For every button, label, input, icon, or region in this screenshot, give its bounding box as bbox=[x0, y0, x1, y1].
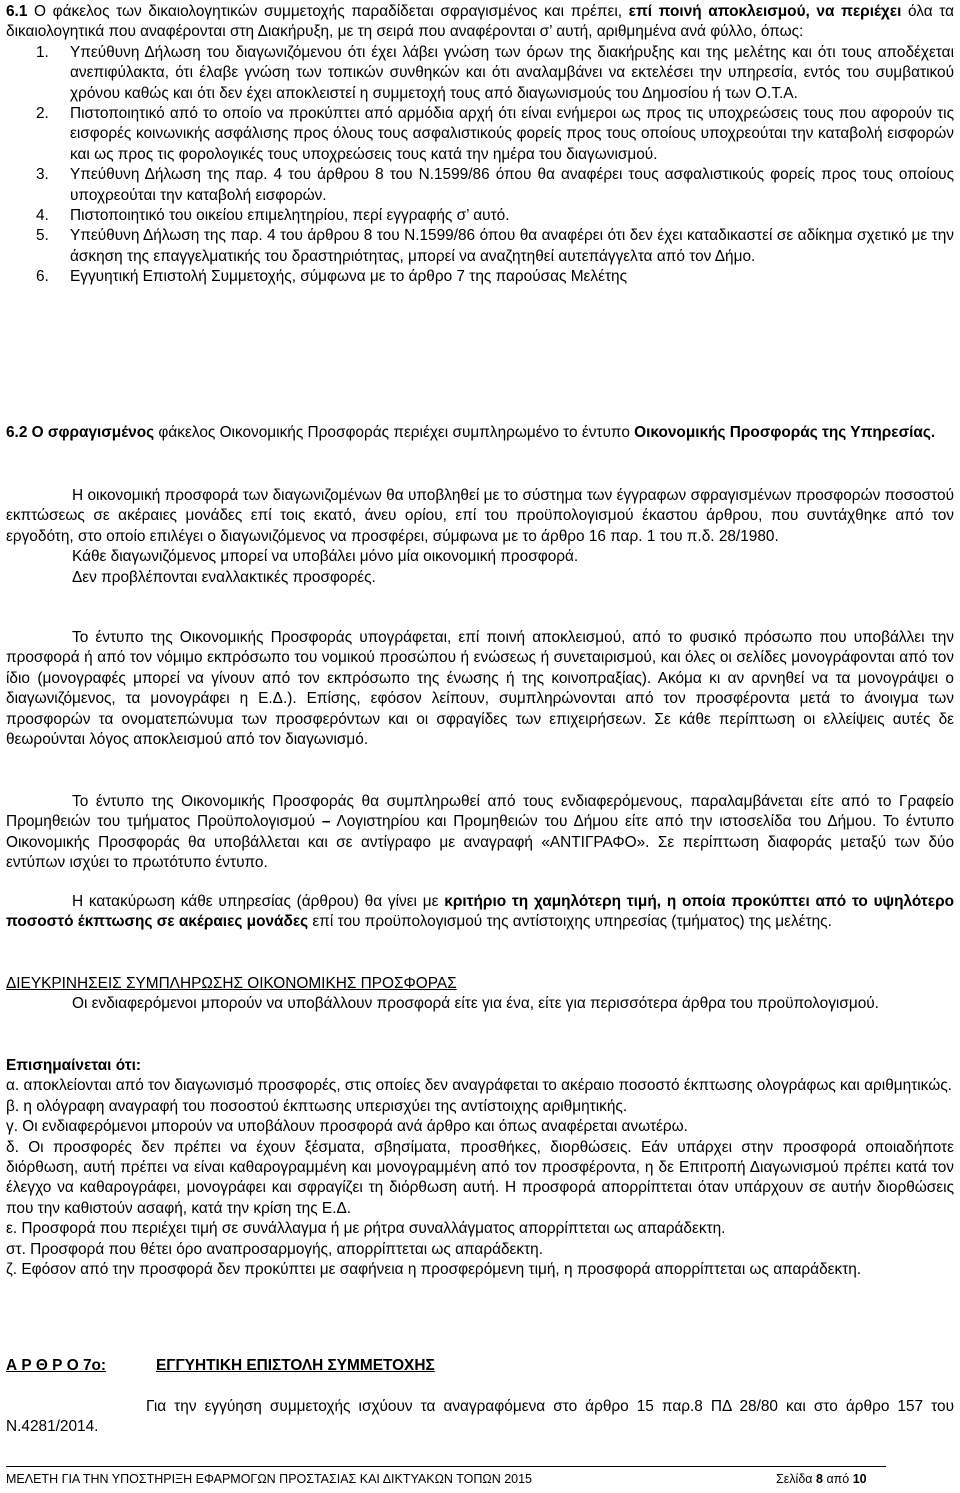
clarifications-block bbox=[6, 974, 954, 1015]
list-item bbox=[6, 226, 954, 267]
page-word: Σελίδα bbox=[776, 1472, 813, 1486]
footer-title: ΜΕΛΕΤΗ ΓΙΑ ΤΗΝ ΥΠΟΣΤΗΡΙΞΗ ΕΦΑΡΜΟΓΩΝ ΠΡΟΣΤΑΣΙΑΣ ΚΑΙ ΔΙΚΤΥΑΚΩΝ ΤΟΠΩΝ 2015 bbox=[6, 1472, 533, 1486]
signed-form-paragraph: Το έντυπο της Οικονομικής Προσφοράς υπογράφεται, επί ποινή αποκλεισμού, από το φυσικό πρόσωπο που υποβάλλει την προσφορά ή από τον νόμιμο εκπρόσωπο του νομικού προσώπου ή ενώσεως ή συνεταιρισμού, και όλες οι σελίδες μονογράφονται από τον ίδιο (μονογραφές μπορεί να γίνουν από τον εκπρόσωπο της ένωσης ή της κοινοπραξίας). Ακόμα κι αν αρνηθεί να τα μονογράψει ο διαγωνιζόμενος, τα μονογράφει η Ε.Δ.). Επίσης, εφόσον λείπουν, συμπληρώνονται από τον προσφέροντα μετά το άνοιγμα των προσφορών τα ονοματεπώνυμα των προσφερόντων και οι σφραγίδες των επιχειρήσεων. Σε κάθε περίπτωση οι ελλείψεις αυτές δε θεωρούνται λόγος αποκλεισμού από τον διαγωνισμό. bbox=[6, 629, 954, 749]
note-item: γ. Οι ενδιαφερόμενοι μπορούν να υποβάλουν προσφορά ανά άρθρο και όπως αναφέρεται ανωτέρω. bbox=[6, 1118, 688, 1136]
page-of-word: από bbox=[826, 1472, 850, 1486]
signed-form-block bbox=[6, 628, 954, 750]
list-item-number: 6. bbox=[36, 268, 49, 286]
list-item-text: Εγγυητική Επιστολή Συμμετοχής, σύμφωνα με το άρθρο 7 της παρούσας Μελέτης bbox=[70, 268, 628, 286]
note-item: ε. Προσφορά που περιέχει τιμή σε συνάλλαγμα ή με ρήτρα συναλλάγματος απορρίπτεται ως απαράδεκτη. bbox=[6, 1220, 726, 1238]
list-item-number: 3. bbox=[36, 166, 49, 184]
article-7-body bbox=[6, 1397, 954, 1438]
one-offer-paragraph: Κάθε διαγωνιζόμενος μπορεί να υποβάλει μόνο μία οικονομική προσφορά. bbox=[72, 548, 579, 566]
list-item bbox=[6, 165, 954, 206]
award-paragraph bbox=[6, 892, 954, 933]
award-criterion: κριτήριο τη χαμηλότερη τιμή, η οποία προκύπτει από το υψηλότερο ποσοστό έκπτωσης σε ακέραιες μονάδες bbox=[6, 893, 954, 931]
form-collection-dash: – bbox=[321, 813, 331, 831]
note-item: ζ. Εφόσον από την προσφορά δεν προκύπτει με σαφήνεια η προσφερόμενη τιμή, η προσφορά απορρίπτεται ως απαράδεκτη. bbox=[6, 1261, 862, 1279]
offer-system-block bbox=[6, 486, 954, 588]
article-7-heading bbox=[6, 1356, 954, 1376]
form-collection-text-a: Το έντυπο της Οικονομικής Προσφοράς θα συμπληρωθεί από τους ενδιαφερόμενους, παραλαμβάνεται είτε από το Γραφείο Προμηθειών του τμήματος Προϋπολογισμού bbox=[6, 793, 954, 831]
award-block bbox=[6, 892, 954, 933]
list-item bbox=[6, 206, 954, 226]
section-6-1-text-c: όλα τα δικαιολογητικά που αναφέρονται στη Διακήρυξη, με τη σειρά που αναφέρονται σ’ αυτή, αριθμημένα ανά φύλλο, όπως: bbox=[6, 3, 954, 41]
section-6-2 bbox=[6, 423, 954, 443]
section-6-2-text: φάκελος Οικονομικής Προσφοράς περιέχει συμπληρωμένο το έντυπο bbox=[154, 424, 635, 441]
page-current: 8 bbox=[816, 1472, 823, 1486]
list-item-text: Πιστοποιητικό του οικείου επιμελητηρίου, περί εγγραφής σ’ αυτό. bbox=[70, 207, 510, 225]
page-number bbox=[776, 1471, 867, 1487]
section-6-2-lead: 6.2 Ο σφραγισμένος bbox=[6, 424, 155, 441]
section-6-1-intro bbox=[6, 2, 954, 43]
section-6-1-text-a: Ο φάκελος των δικαιολογητικών συμμετοχής παραδίδεται σφραγισμένος και πρέπει, bbox=[27, 3, 629, 20]
notes-block bbox=[6, 1056, 954, 1280]
list-item-number: 4. bbox=[36, 207, 49, 225]
list-item-number: 2. bbox=[36, 105, 49, 123]
award-text-a: Η κατακύρωση κάθε υπηρεσίας (άρθρου) θα γίνει με bbox=[72, 893, 445, 910]
clarifications-paragraph: Οι ενδιαφερόμενοι μπορούν να υποβάλλουν προσφορά είτε για ένα, είτε για περισσότερα άρθρα του προϋπολογισμού. bbox=[72, 995, 879, 1013]
section-6-1-number: 6.1 bbox=[6, 3, 28, 20]
clarifications-heading: ΔΙΕΥΚΡΙΝΗΣΕΙΣ ΣΥΜΠΛΗΡΩΣΗΣ ΟΙΚΟΝΟΜΙΚΗΣ ΠΡΟΣΦΟΡΑΣ bbox=[6, 975, 457, 992]
form-collection-text-b: Λογιστηρίου και Προμηθειών του Δήμου είτε από την ιστοσελίδα του Δήμου. Το έντυπο Οικονομικής Προσφοράς θα υποβάλλεται και σε αντίγραφο με αναγραφή «ΑΝΤΙΓΡΑΦΟ». Σε περίπτωση διαφοράς μεταξύ των δύο εντύπων ισχύει το πρωτότυπο έντυπο. bbox=[6, 813, 955, 872]
section-6-1 bbox=[6, 2, 954, 288]
section-6-2-form-name: Οικονομικής Προσφοράς της Υπηρεσίας. bbox=[634, 424, 936, 441]
list-item bbox=[6, 43, 954, 104]
article-7-title: ΕΓΓΥΗΤΙΚΗ ΕΠΙΣΤΟΛΗ ΣΥΜΜΕΤΟΧΗΣ bbox=[156, 1357, 435, 1374]
page-footer bbox=[6, 1466, 886, 1486]
list-item-number: 1. bbox=[36, 43, 49, 61]
section-6-1-emphasis: επί ποινή αποκλεισμού, να περιέχει bbox=[628, 3, 902, 20]
note-item: β. η ολόγραφη αναγραφή του ποσοστού έκπτωσης υπερισχύει της αντίστοιχης αριθμητικής. bbox=[6, 1097, 628, 1115]
article-7-label: Α Ρ Θ Ρ Ο 7ο: bbox=[6, 1357, 107, 1374]
note-item: δ. Οι προσφορές δεν πρέπει να έχουν ξέσματα, σβησίματα, προσθήκες, διορθώσεις. Εάν υπάρχει στην προσφορά οποιαδήποτε διόρθωση, αυτή πρέπει να είναι καθαρογραμμένη και μονογραμμένη από τον προσφέροντα, η δε Επιτροπή Διαγωνισμού πρέπει κατά τον έλεγχο να καθαρογράφει, μονογράφει και σφραγίζει τη διόρθωση αυτή. Η προσφορά απορρίπτεται όταν υπάρχουν σε αυτήν διορθώσεις που την καθιστούν ασαφή, κατά την κρίση της Ε.Δ. bbox=[6, 1138, 954, 1217]
list-item-text: Υπεύθυνη Δήλωση της παρ. 4 του άρθρου 8 του Ν.1599/86 όπου θα αναφέρει ότι δεν έχει καταδικαστεί σε αδίκημα σχετικό με την άσκηση της επαγγελματικής του δραστηριότητας, μπορεί να αναζητηθεί αυτεπάγγελτα από τον Δήμο. bbox=[70, 227, 954, 265]
list-item-number: 5. bbox=[36, 227, 49, 245]
list-item bbox=[6, 104, 954, 165]
form-collection-block bbox=[6, 792, 954, 874]
notes-heading: Επισημαίνεται ότι: bbox=[6, 1057, 141, 1074]
list-item-text: Πιστοποιητικό από το οποίο να προκύπτει από αρμόδια αρχή ότι είναι ενήμεροι ως προς τις υποχρεώσεις τους που αφορούν τις εισφορές κοινωνικής ασφάλισης προς όλους τους ασφαλιστικούς φορείς προς τους οποίους υποχρεούται την καταβολή εισφορών και ως προς τις φορολογικές τους υποχρεώσεις τους κατά την ημέρα του διαγωνισμού. bbox=[70, 105, 954, 163]
section-6-2-paragraph bbox=[6, 423, 954, 443]
no-alternative-paragraph: Δεν προβλέπονται εναλλακτικές προσφορές. bbox=[72, 568, 376, 586]
note-item: στ. Προσφορά που θέτει όρο αναπροσαρμογής, απορρίπτεται ως απαράδεκτη. bbox=[6, 1240, 544, 1258]
page-total: 10 bbox=[852, 1472, 867, 1486]
required-documents-list bbox=[6, 43, 954, 288]
list-item-text: Υπεύθυνη Δήλωση του διαγωνιζόμενου ότι έχει λάβει γνώση των όρων της διακήρυξης και της μελέτης και ότι τους αποδέχεται ανεπιφύλακτα, ότι έλαβε γνώση των τοπικών συνθηκών και ότι αναλαμβάνει να εκτελέσει την υπηρεσία, εντός του συμβατικού χρόνου καθώς και ότι δεν έχει αποκλειστεί η συμμετοχή τους από διαγωνισμούς του Δημοσίου ή των Ο.Τ.Α. bbox=[70, 43, 954, 102]
article-7-paragraph: Για την εγγύηση συμμετοχής ισχύουν τα αναγραφόμενα στο άρθρο 15 παρ.8 ΠΔ 28/80 και στο άρθρο 157 του Ν.4281/2014. bbox=[6, 1398, 954, 1436]
award-text-c: επί του προϋπολογισμού της αντίστοιχης υπηρεσίας (τμήματος) της μελέτης. bbox=[308, 913, 832, 931]
offer-system-paragraph: Η οικονομική προσφορά των διαγωνιζομένων θα υποβληθεί με το σύστημα των έγγραφων σφραγισμένων προσφορών ποσοστού εκπτώσεως σε ακέραιες μονάδες επί τοις εκατό, άνευ ορίου, επί του προϋπολογισμού έκαστου άρθρου, που συντάχθηκε από τον εργοδότη, στο οποίο επιλέγει ο διαγωνιζόμενος να προσφέρει, σύμφωνα με το άρθρο 16 παρ. 1 του π.δ. 28/1980. bbox=[6, 487, 954, 545]
list-item-text: Υπεύθυνη Δήλωση της παρ. 4 του άρθρου 8 του Ν.1599/86 όπου θα αναφέρει τους ασφαλιστικούς φορείς προς τους οποίους υποχρεούται την καταβολή εισφορών. bbox=[70, 166, 954, 204]
note-item: α. αποκλείονται από τον διαγωνισμό προσφορές, στις οποίες δεν αναγράφεται το ακέραιο ποσοστό έκπτωσης ολογράφως και αριθμητικώς. bbox=[6, 1077, 952, 1095]
form-collection-paragraph bbox=[6, 792, 954, 874]
list-item bbox=[6, 267, 954, 287]
